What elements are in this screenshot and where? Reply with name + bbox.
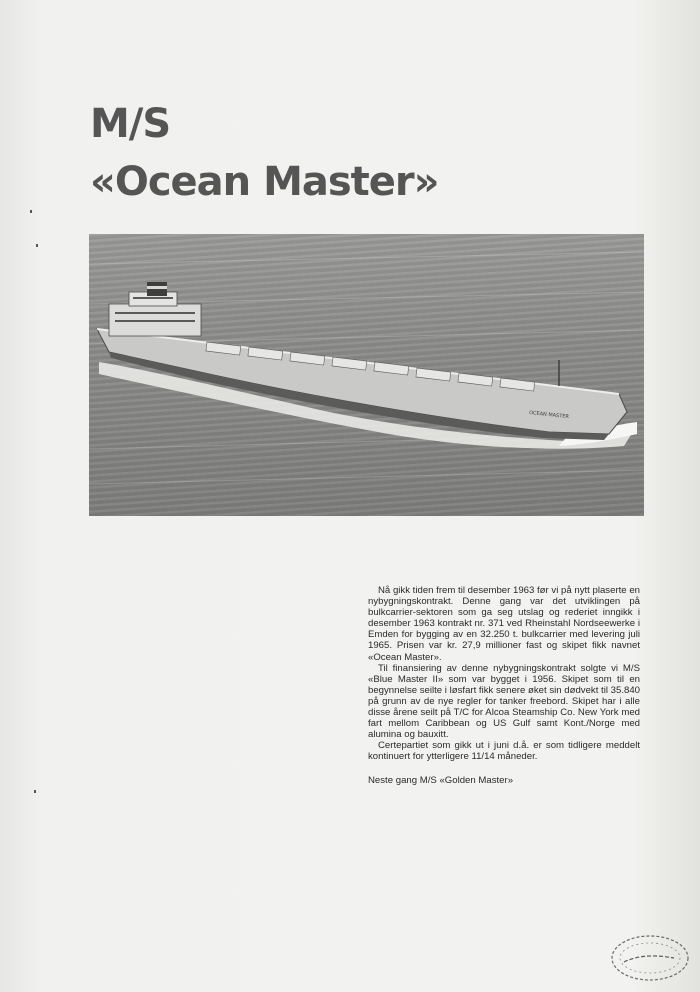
article-paragraph: Til finansiering av denne nybygningskontrakt solgte vi M/S «Blue Master II» som var bygget i 1956. Skipet som til en begynnelse seilte i løsfart fikk senere øket sin dødvekt til 35.840 på grunn av de nye regler for tanker freebord. Skipet har i alle disse årene seilt på T/C for Alcoa Steamship Co. New York med fart mellom Caribbean og US Gulf samt Kont./Norge med alumina og bauxitt. (368, 662, 640, 741)
margin-speck (36, 244, 38, 247)
article-paragraph: Certepartiet som gikk ut i juni d.å. er som tidligere meddelt kontinuert for ytterligere 11/14 måneder. (368, 740, 640, 763)
library-stamp (604, 928, 690, 986)
margin-speck (34, 790, 36, 793)
page-title (90, 98, 610, 208)
margin-speck (30, 210, 32, 213)
article-text (368, 585, 640, 786)
title-line-ms: M/S (90, 101, 171, 147)
title-line-ship-name: «Ocean Master» (90, 159, 439, 205)
article-paragraph: Nå gikk tiden frem til desember 1963 før vi på nytt plaserte en nybygningskontrakt. Denne gang var det utviklingen på bulkcarrier-sektoren som ga seg utslag og rederiet inngikk i desember 1963 kontrakt nr. 371 ved Rheinstahl Nordseewerke i Emden for bygging av en 32.250 t. bulkcarrier med levering juli 1965. Prisen var kr. 27,9 millioner fast og skipet fikk navnet «Ocean Master». (368, 585, 640, 663)
hull-name-label: OCEAN MASTER (528, 410, 570, 421)
ship-photo (89, 234, 644, 516)
ship-illustration (89, 234, 644, 516)
next-issue-note: Neste gang M/S «Golden Master» (368, 774, 514, 786)
